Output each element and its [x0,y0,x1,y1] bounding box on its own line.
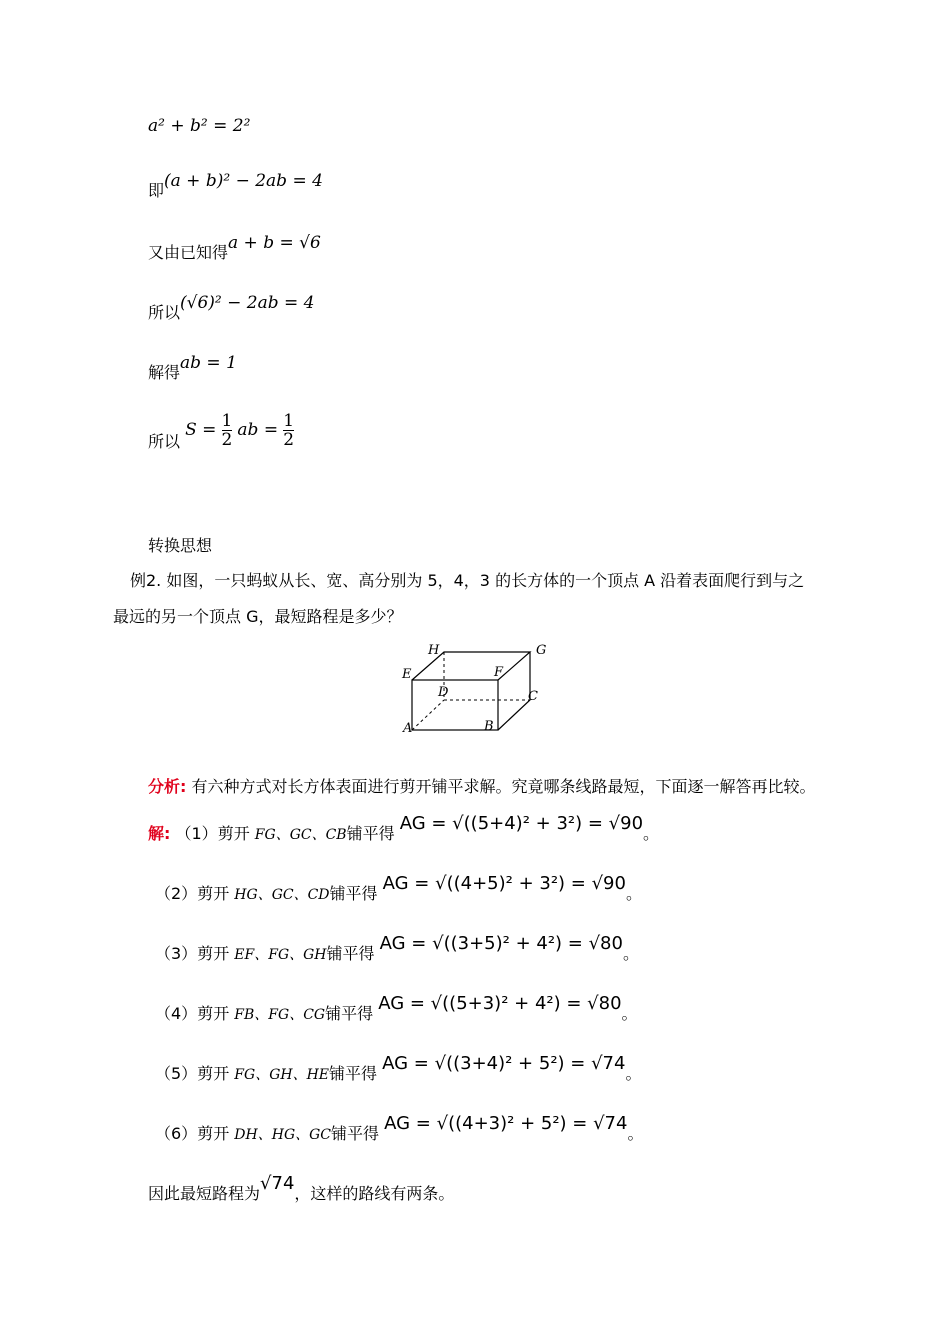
case-end: 。 [643,824,660,843]
label-g: G [536,643,547,658]
equation-6-prefix: 所以 [148,432,181,451]
conclusion-suffix: ，这样的路线有两条。 [294,1184,455,1203]
case-suffix: 铺平得 [331,1124,380,1143]
example-line-2: 最远的另一个顶点 G，最短路程是多少？ [113,607,403,626]
fraction-1 [222,412,233,449]
conclusion-line [148,1173,455,1204]
case-suffix: 铺平得 [346,824,395,843]
solution-case-2 [155,873,642,904]
case-end: 。 [621,1004,638,1023]
case-edges: EF、FG、GH [234,947,327,963]
label-b: B [484,719,494,734]
case-cut-prefix: 剪开 [197,944,230,963]
equation-5-prefix: 解得 [148,363,181,382]
label-c: C [528,689,538,704]
equation-6-mid: ab = [237,420,279,440]
equation-2-line [148,171,323,201]
equation-6-line [148,412,294,449]
conclusion-prefix: 因此最短路程为 [148,1184,261,1203]
case-edges: FB、FG、CG [234,1007,326,1023]
case-formula: AG = √((5+4)² + 3²) = √90 [399,813,644,834]
case-cut-prefix: 剪开 [197,1124,230,1143]
cuboid-figure [400,640,560,740]
section-heading: 转换思想 [148,536,213,555]
solution-case-1 [148,813,660,844]
label-f: F [494,665,504,680]
case-number: （3） [155,944,198,963]
equation-3-line [148,233,321,263]
equation-1 [148,116,250,136]
case-end: 。 [625,1064,642,1083]
case-cut-prefix: 剪开 [217,824,250,843]
case-edges: FG、GC、CB [254,827,347,843]
case-number: （1） [175,824,218,843]
case-suffix: 铺平得 [325,1004,374,1023]
case-end: 。 [622,944,639,963]
equation-3-math: a + b = √6 [228,233,321,253]
equation-5-math: ab = 1 [180,353,237,373]
case-number: （5） [155,1064,198,1083]
case-suffix: 铺平得 [329,884,378,903]
analysis-line [148,774,816,797]
fraction-1-numerator: 1 [221,411,233,431]
equation-1-math: a² + b² = 2² [148,116,251,136]
analysis-text: 有六种方式对长方体表面进行剪开铺平求解。究竟哪条线路最短，下面逐一解答再比较。 [191,777,816,796]
solution-label: 解: [148,824,171,843]
case-suffix: 铺平得 [329,1064,378,1083]
case-formula: AG = √((3+5)² + 4²) = √80 [379,933,623,954]
equation-5-line [148,353,237,383]
case-end: 。 [627,1124,644,1143]
label-h: H [428,643,440,658]
fraction-2-numerator: 1 [283,411,295,431]
case-edges: HG、GC、CD [234,887,330,903]
hidden-edge-ad [412,700,444,730]
analysis-label: 分析: [148,777,187,796]
case-formula: AG = √((3+4)² + 5²) = √74 [382,1053,626,1074]
solution-case-4 [155,993,638,1024]
equation-3-prefix: 又由已知得 [148,243,229,262]
case-edges: FG、GH、HE [234,1067,330,1083]
label-d: D [438,685,449,700]
equation-4-line [148,293,315,323]
case-cut-prefix: 剪开 [197,1064,230,1083]
fraction-1-denominator: 2 [221,430,233,450]
case-number: （6） [155,1124,198,1143]
solution-case-5 [155,1053,642,1084]
right-face [498,652,530,730]
fraction-2-denominator: 2 [283,430,295,450]
equation-2-prefix: 即 [148,181,165,200]
equation-2-math: (a + b)² − 2ab = 4 [164,171,323,191]
solution-case-3 [155,933,639,964]
solution-case-6 [155,1113,644,1144]
case-end: 。 [625,884,642,903]
case-edges: DH、HG、GC [234,1127,332,1143]
case-formula: AG = √((4+3)² + 5²) = √74 [384,1113,628,1134]
equation-4-math: (√6)² − 2ab = 4 [180,293,315,313]
label-e: E [402,667,412,682]
case-cut-prefix: 剪开 [197,1004,230,1023]
label-a: A [403,721,413,736]
case-suffix: 铺平得 [326,944,375,963]
case-number: （2） [155,884,198,903]
fraction-2 [283,412,294,449]
equation-6-lhs: S = [185,420,217,440]
case-formula: AG = √((4+5)² + 3²) = √90 [382,873,626,894]
case-cut-prefix: 剪开 [197,884,230,903]
example-line-1: 例2. 如图，一只蚂蚁从长、宽、高分别为 5，4，3 的长方体的一个顶点 A 沿着表面爬行到与之 [130,571,805,590]
conclusion-value: √74 [260,1173,295,1194]
equation-4-prefix: 所以 [148,303,181,322]
case-number: （4） [155,1004,198,1023]
case-formula: AG = √((5+3)² + 4²) = √80 [378,993,622,1014]
